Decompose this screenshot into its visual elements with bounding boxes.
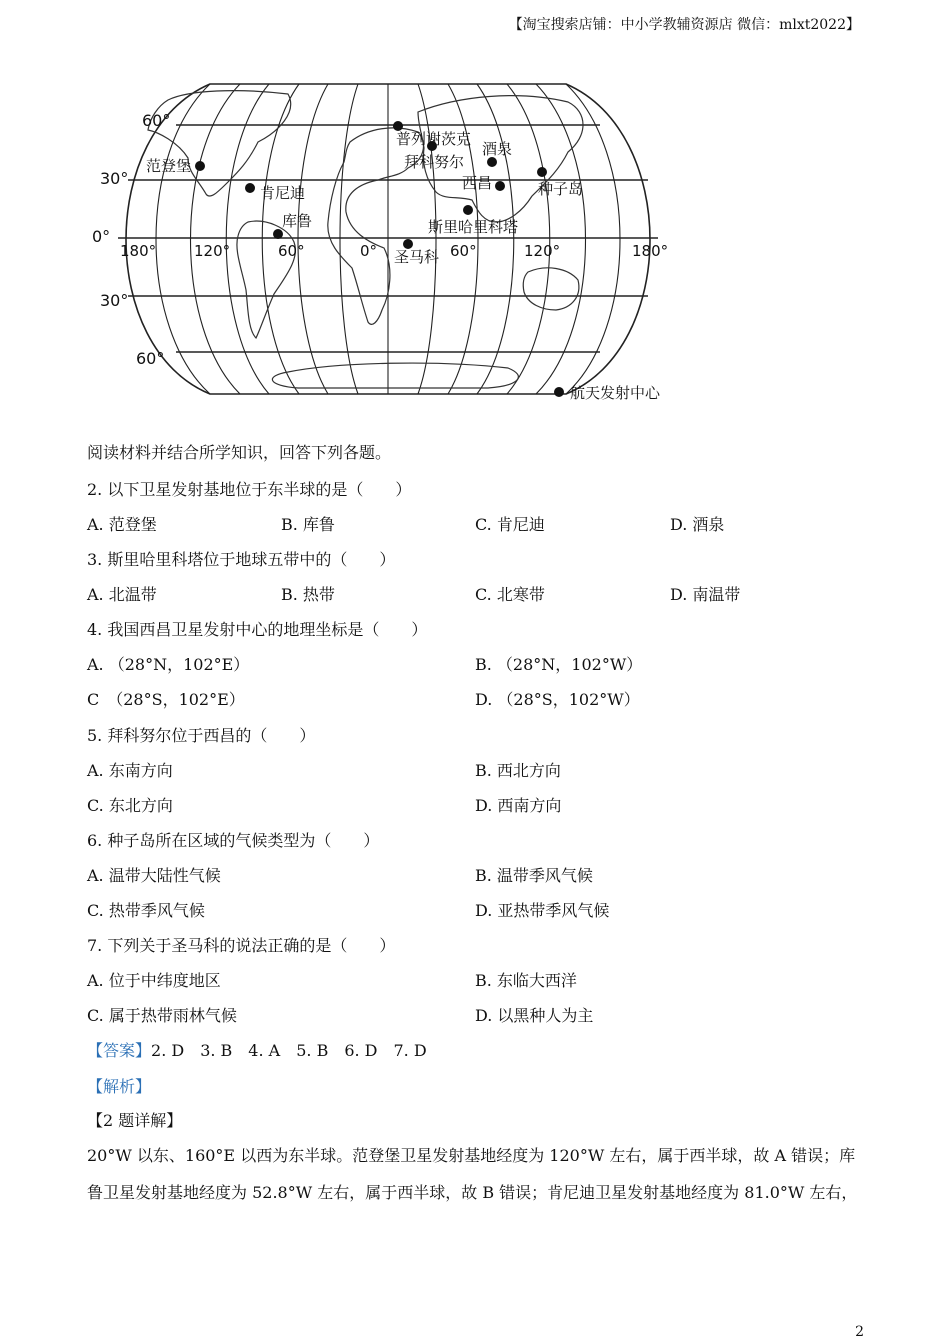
question-7-option-c[interactable]: C. 属于热带雨林气候 bbox=[87, 1006, 237, 1025]
question-6-option-a[interactable]: A. 温带大陆性气候 bbox=[87, 866, 221, 885]
lat-label-equator: 0° bbox=[92, 227, 111, 246]
site-label-pulie: 普列谢茨克 bbox=[396, 130, 472, 148]
question-6-option-c[interactable]: C. 热带季风气候 bbox=[87, 901, 205, 920]
site-dot-kennidi bbox=[245, 183, 255, 193]
lon-label-180e: 180° bbox=[632, 242, 669, 260]
lat-label-60n: 60° bbox=[142, 111, 171, 130]
question-5-option-d[interactable]: D. 西南方向 bbox=[475, 796, 562, 815]
question-7-option-d[interactable]: D. 以黑种人为主 bbox=[475, 1006, 594, 1025]
question-4-option-c[interactable]: C （28°S，102°E） bbox=[87, 690, 245, 709]
question-4-option-b[interactable]: B. （28°N，102°W） bbox=[475, 655, 643, 674]
material-instruction: 阅读材料并结合所学知识，回答下列各题。 bbox=[87, 443, 392, 462]
site-label-kulu: 库鲁 bbox=[282, 212, 313, 230]
lon-label-60w: 60° bbox=[278, 242, 305, 260]
question-4-option-a[interactable]: A. （28°N，102°E） bbox=[87, 655, 250, 674]
lon-label-60e: 60° bbox=[450, 242, 477, 260]
answer-text: 2. D 3. B 4. A 5. B 6. D 7. D bbox=[151, 1041, 427, 1060]
page-number: 2 bbox=[855, 1324, 864, 1340]
site-dot-sililanka bbox=[463, 205, 473, 215]
legend-label: 航天发射中心 bbox=[570, 384, 661, 402]
question-6-option-b[interactable]: B. 温带季风气候 bbox=[475, 866, 593, 885]
site-label-sililanka: 斯里哈里科塔 bbox=[428, 218, 519, 236]
lon-label-180w: 180° bbox=[120, 242, 157, 260]
lat-label-30n: 30° bbox=[100, 169, 129, 188]
site-label-zhongzi: 种子岛 bbox=[538, 180, 584, 198]
legend-dot bbox=[554, 387, 564, 397]
question-5-option-c[interactable]: C. 东北方向 bbox=[87, 796, 173, 815]
site-dot-xichang bbox=[495, 181, 505, 191]
question-4-stem: 4. 我国西昌卫星发射中心的地理坐标是（ ） bbox=[87, 620, 428, 639]
question-6-stem: 6. 种子岛所在区域的气候类型为（ ） bbox=[87, 831, 380, 850]
site-label-baike: 拜科努尔 bbox=[404, 153, 465, 171]
page-header: 【淘宝搜索店铺：中小学教辅资源店 微信：mlxt2022】 bbox=[508, 17, 860, 33]
question-5-option-a[interactable]: A. 东南方向 bbox=[87, 761, 173, 780]
question-2-option-a[interactable]: A. 范登堡 bbox=[87, 515, 157, 534]
site-label-shengmake: 圣马科 bbox=[394, 248, 440, 266]
question-2-stem: 2. 以下卫星发射基地位于东半球的是（ ） bbox=[87, 480, 412, 499]
lon-label-120w: 120° bbox=[194, 242, 231, 260]
site-label-xichang: 西昌 bbox=[462, 174, 493, 192]
question-2-option-b[interactable]: B. 库鲁 bbox=[281, 515, 335, 534]
world-map-figure bbox=[88, 72, 688, 408]
site-label-kennidi: 肯尼迪 bbox=[260, 184, 306, 202]
question-5-stem: 5. 拜科努尔位于西昌的（ ） bbox=[87, 726, 316, 745]
question-5-option-b[interactable]: B. 西北方向 bbox=[475, 761, 561, 780]
site-label-fandengbao: 范登堡 bbox=[146, 157, 192, 175]
site-dot-kulu bbox=[273, 229, 283, 239]
question-3-option-b[interactable]: B. 热带 bbox=[281, 585, 335, 604]
site-dot-zhongzi bbox=[537, 167, 547, 177]
question-7-stem: 7. 下列关于圣马科的说法正确的是（ ） bbox=[87, 936, 396, 955]
question-2-option-d[interactable]: D. 酒泉 bbox=[670, 515, 725, 534]
question-3-stem: 3. 斯里哈里科塔位于地球五带中的（ ） bbox=[87, 550, 396, 569]
question-3-option-d[interactable]: D. 南温带 bbox=[670, 585, 741, 604]
question-7-option-b[interactable]: B. 东临大西洋 bbox=[475, 971, 577, 990]
detail-title: 【2 题详解】 bbox=[87, 1111, 183, 1130]
question-2-option-c[interactable]: C. 肯尼迪 bbox=[475, 515, 545, 534]
question-3-option-c[interactable]: C. 北寒带 bbox=[475, 585, 545, 604]
detail-line-1: 20°W 以东、160°E 以西为东半球。范登堡卫星发射基地经度为 120°W 左右，属于西半球，故 A 错误；库 bbox=[87, 1146, 856, 1165]
question-6-option-d[interactable]: D. 亚热带季风气候 bbox=[475, 901, 610, 920]
detail-line-2: 鲁卫星发射基地经度为 52.8°W 左右，属于西半球，故 B 错误；肯尼迪卫星发射基地经度为 81.0°W 左右， bbox=[87, 1183, 858, 1202]
question-3-option-a[interactable]: A. 北温带 bbox=[87, 585, 157, 604]
antarctica-outline bbox=[272, 363, 518, 388]
world-map-svg bbox=[88, 72, 688, 408]
site-dot-jiuquan bbox=[487, 157, 497, 167]
lat-label-30s: 30° bbox=[100, 291, 129, 310]
lon-label-120e: 120° bbox=[524, 242, 561, 260]
lon-label-0: 0° bbox=[360, 242, 378, 260]
question-7-option-a[interactable]: A. 位于中纬度地区 bbox=[87, 971, 221, 990]
australia-outline bbox=[523, 268, 579, 310]
answer-tag: 【答案】 bbox=[87, 1041, 152, 1060]
analysis-tag: 【解析】 bbox=[87, 1077, 152, 1096]
site-dot-fandengbao bbox=[195, 161, 205, 171]
lat-label-60s: 60° bbox=[136, 349, 165, 368]
answer-line bbox=[87, 1038, 427, 1061]
site-label-jiuquan: 酒泉 bbox=[482, 140, 513, 158]
question-4-option-d[interactable]: D. （28°S，102°W） bbox=[475, 690, 640, 709]
